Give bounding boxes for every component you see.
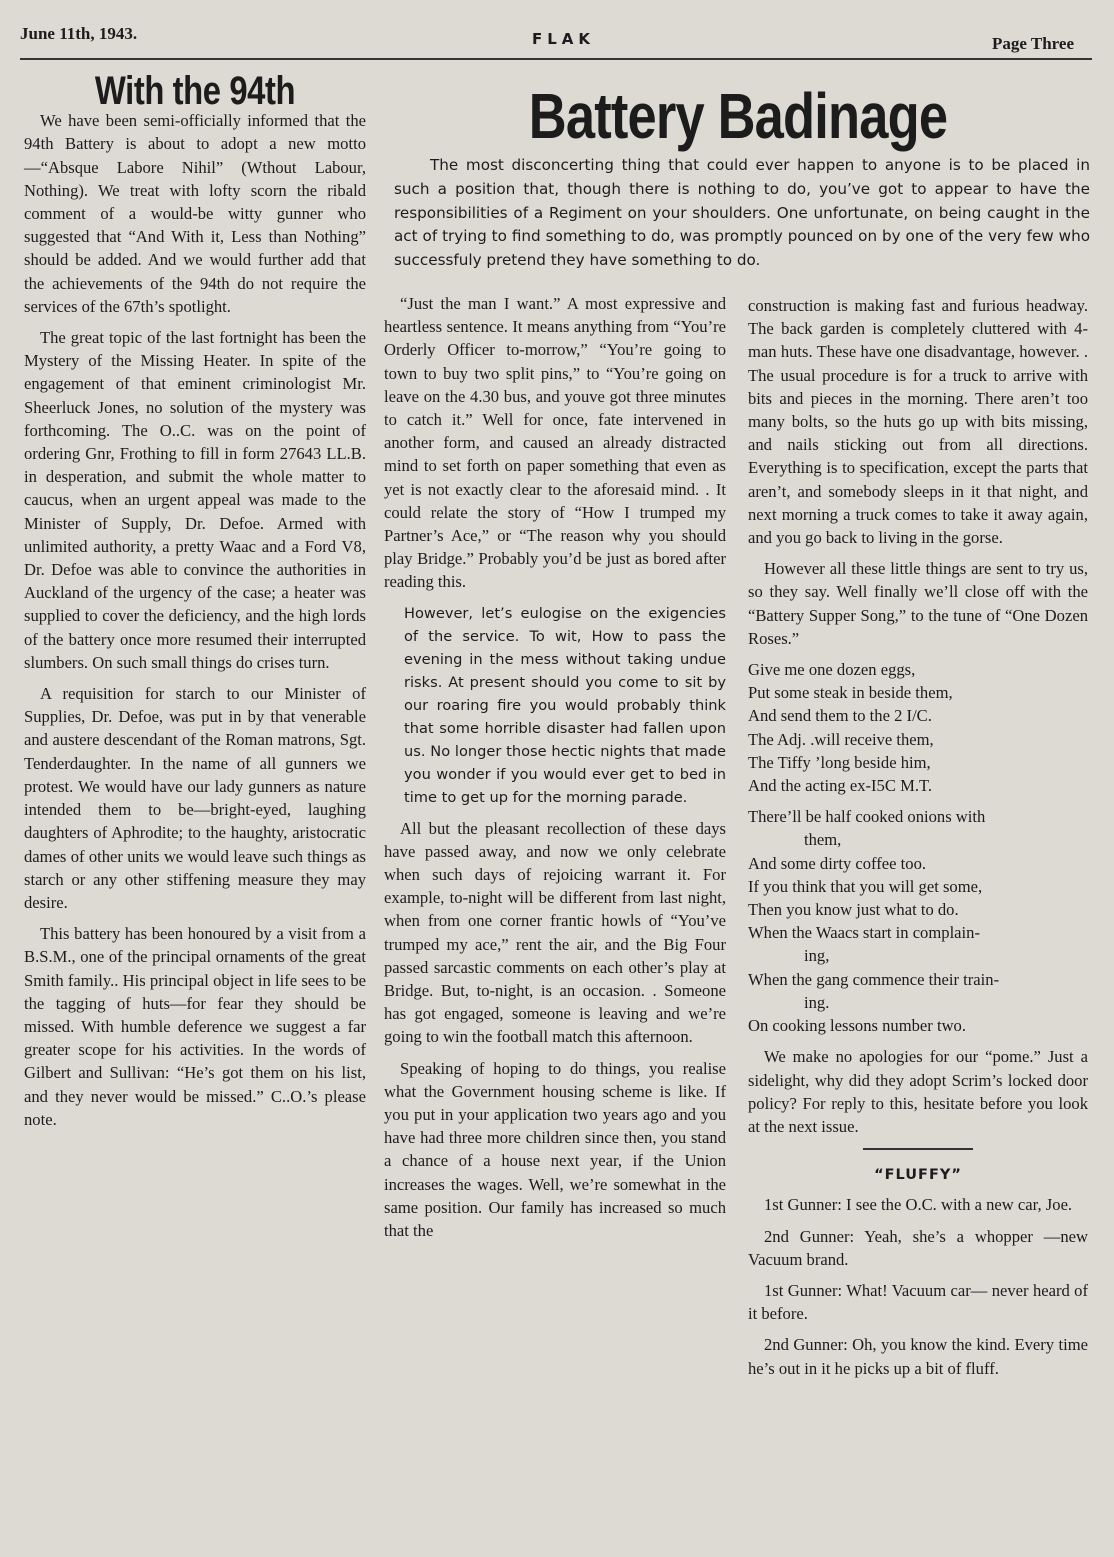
left-article-paragraph: The great topic of the last fortnight has been the Mystery of the Missing Heater. In spite of the engagement of that eminent criminologist Mr. Sheerluck Jones, no solution of the mystery was forthcoming. The O..C. was on the point of ordering Gnr, Frothing to fill in form 27643 LL.B. in desperation, and submit the whole matter to caucus, when an urgent appeal was made to the Minister of Supply, Dr. Defoe. Armed with unlimited authority, a pretty Waac and a Ford V8, Dr. Defoe was able to convince the authorities in Auckland of the urgency of the case; a heater was supplied to cover the deficiency, and the high lords of the battery once more resumed their interrupted slumbers. On such small things do crises turn.	[24, 328, 366, 672]
article-paragraph: We make no apologies for our “pome.” Just a sidelight, why did they adopt Scrim’s locked door policy? For reply to this, hesitate before you look at the next issue.	[748, 1047, 1088, 1136]
issue-date: June 11th, 1943.	[20, 24, 138, 43]
song-line: ing.	[804, 992, 830, 1012]
left-article-paragraph: We have been semi-officially informed that the 94th Battery is about to adopt a new motto—“Absque Labore Nihil” (Wthout Labour, Nothing). We treat with lofty scorn the ribald comment of a would-be witty gunner who suggested that “And With it, Less than Nothing” should be added. And we would further add that the achievements of the 94th do not require the services of the 67th’s spotlight.	[24, 111, 366, 316]
song-line: And the acting ex-I5C M.T.	[748, 776, 933, 796]
fluffy-title: “FLUFFY”	[874, 1167, 962, 1184]
left-article	[24, 69, 366, 1139]
fluffy-line: 1st Gunner: What! Vacuum car— never heard of it before.	[748, 1280, 1088, 1324]
main-article-title: Battery Badinage	[528, 80, 948, 152]
song-line: If you think that you will get some,	[748, 876, 983, 896]
section-divider	[863, 1148, 973, 1150]
left-article-paragraph: A requisition for starch to our Minister of Supplies, Dr. Defoe, was put in by that venerable and austere descendant of the Roman matrons, Sgt. Tenderdaughter. In the name of all gunners we protest. We would have our lady gunners as nature intended them to be—bright-eyed, laughing daughters of Aphrodite; to the haughty, aristocratic dames of other units we would leave such things as starch or any other stiffening measure they may desire.	[24, 684, 366, 912]
song-line: Then you know just what to do.	[748, 900, 959, 920]
song-stanza	[748, 805, 1088, 1037]
song-line: them,	[804, 830, 842, 850]
battery-supper-song	[748, 658, 1088, 1037]
song-line: ing,	[804, 946, 830, 966]
song-line: And send them to the 2 I/C.	[748, 706, 932, 726]
article-paragraph: However, let’s eulogise on the exigencies of the service. To wit, How to pass the evening in the mess without taking undue risks. At present should you come to sit by our roaring fire you would probably think that some horrible disaster had fallen upon us. No longer those hectic nights that made you wonder if you would ever get to bed in time to get up for the morning parade.	[404, 604, 726, 806]
song-line: There’ll be half cooked onions with	[748, 807, 986, 827]
publication-name: FLAK	[532, 30, 596, 48]
article-paragraph: construction is making fast and furious headway. The back garden is completely cluttered with 4-man huts. These have one disadvantage, however. . The usual procedure is for a truck to arrive with bits and pieces in the morning. There aren’t too many bolts, so the huts go up with bits missing, and nails sticking out from all directions. Everything is to specification, except the parts that aren’t, and somebody sleeps in it that night, and next morning a truck comes to take it away again, and you go back to living in the gorse.	[748, 296, 1088, 548]
song-stanza	[748, 658, 1088, 797]
left-article-title: With the 94th	[94, 69, 296, 113]
song-line: When the Waacs start in complain-	[748, 923, 980, 943]
article-paragraph: However all these little things are sent to try us, so they say. Well finally we’ll close off with the “Battery Supper Song,” to the tune of “One Dozen Roses.”	[748, 559, 1088, 648]
page-number: Page Three	[992, 34, 1074, 53]
song-line: And some dirty coffee too.	[748, 853, 927, 873]
main-article-column-3	[748, 294, 1088, 1388]
main-article-intro: The most disconcerting thing that could ever happen to anyone is to be placed in such a position that, though there is nothing to do, you’ve got to appear to have the responsibilities of a Regiment on your shoulders. One unfortunate, on being caught in the act of trying to find something to do, was promptly pounced on by one of the very few who successfuly pretend they have something to do.	[394, 156, 1090, 270]
article-paragraph: “Just the man I want.” A most expressive and heartless sentence. It means anything from “You’re Orderly Officer to-morrow,” “You’re going to town to buy two split pins,” to “You’re going on leave on the 4.30 bus, and youve got three minutes to catch it.” Well for once, fate intervened in another form, and caused an already distracted mind to set forth on paper something that even as yet is not exactly clear to the aforesaid mind. . It could relate the story of “How I trumped my Partner’s Ace,” or “The reason why you should play Bridge.” Probably you’d be just as bored after reading this.	[384, 294, 726, 592]
song-line: The Adj. .will receive them,	[748, 729, 934, 749]
song-line: Give me one dozen eggs,	[748, 660, 916, 680]
song-line: Put some steak in beside them,	[748, 683, 953, 703]
fluffy-line: 1st Gunner: I see the O.C. with a new car, Joe.	[764, 1195, 1073, 1215]
song-line: On cooking lessons number two.	[748, 1016, 967, 1036]
fluffy-line: 2nd Gunner: Oh, you know the kind. Every time he’s out in it he picks up a bit of fluff.	[748, 1335, 1088, 1378]
fluffy-line: 2nd Gunner: Yeah, she’s a whopper —new Vacuum brand.	[748, 1226, 1088, 1269]
article-paragraph: Speaking of hoping to do things, you realise what the Government housing scheme is like. If you put in your application two years ago and you have had three more children since then, you stand a chance of a house next year, if the Union increases the wages. Well, we’re somewhat in the same position. Our family has increased so much that the	[384, 1058, 726, 1241]
song-line: The Tiffy ’long beside him,	[748, 752, 931, 772]
main-article-column-2	[384, 292, 726, 1250]
header-rule	[20, 58, 1092, 60]
article-paragraph: All but the pleasant recollection of these days have passed away, and now we only celebrate when such days of rejoicing warrant it. For example, to-night will be different from last night, when from one corner frantic howls of “You’ve trumped my ace,” rent the air, and the Big Four passed sarcastic comments on each other’s play at Bridge. But, to-night, is an occasion. . Someone has got engaged, someone is leaving and we’re going to win the football match this afternoon.	[384, 818, 726, 1047]
song-line: When the gang commence their train-	[748, 969, 1000, 989]
left-article-paragraph: This battery has been honoured by a visit from a B.S.M., one of the principal ornaments of the great Smith family.. His principal object in life sees to be the tagging of huts—for fear they should be missed. With humble deference we suggest a far greater scope for his activities. In the words of Gilbert and Sullivan: “He’s got them on his list, and they never would be missed.” C..O.’s please note.	[24, 924, 366, 1129]
